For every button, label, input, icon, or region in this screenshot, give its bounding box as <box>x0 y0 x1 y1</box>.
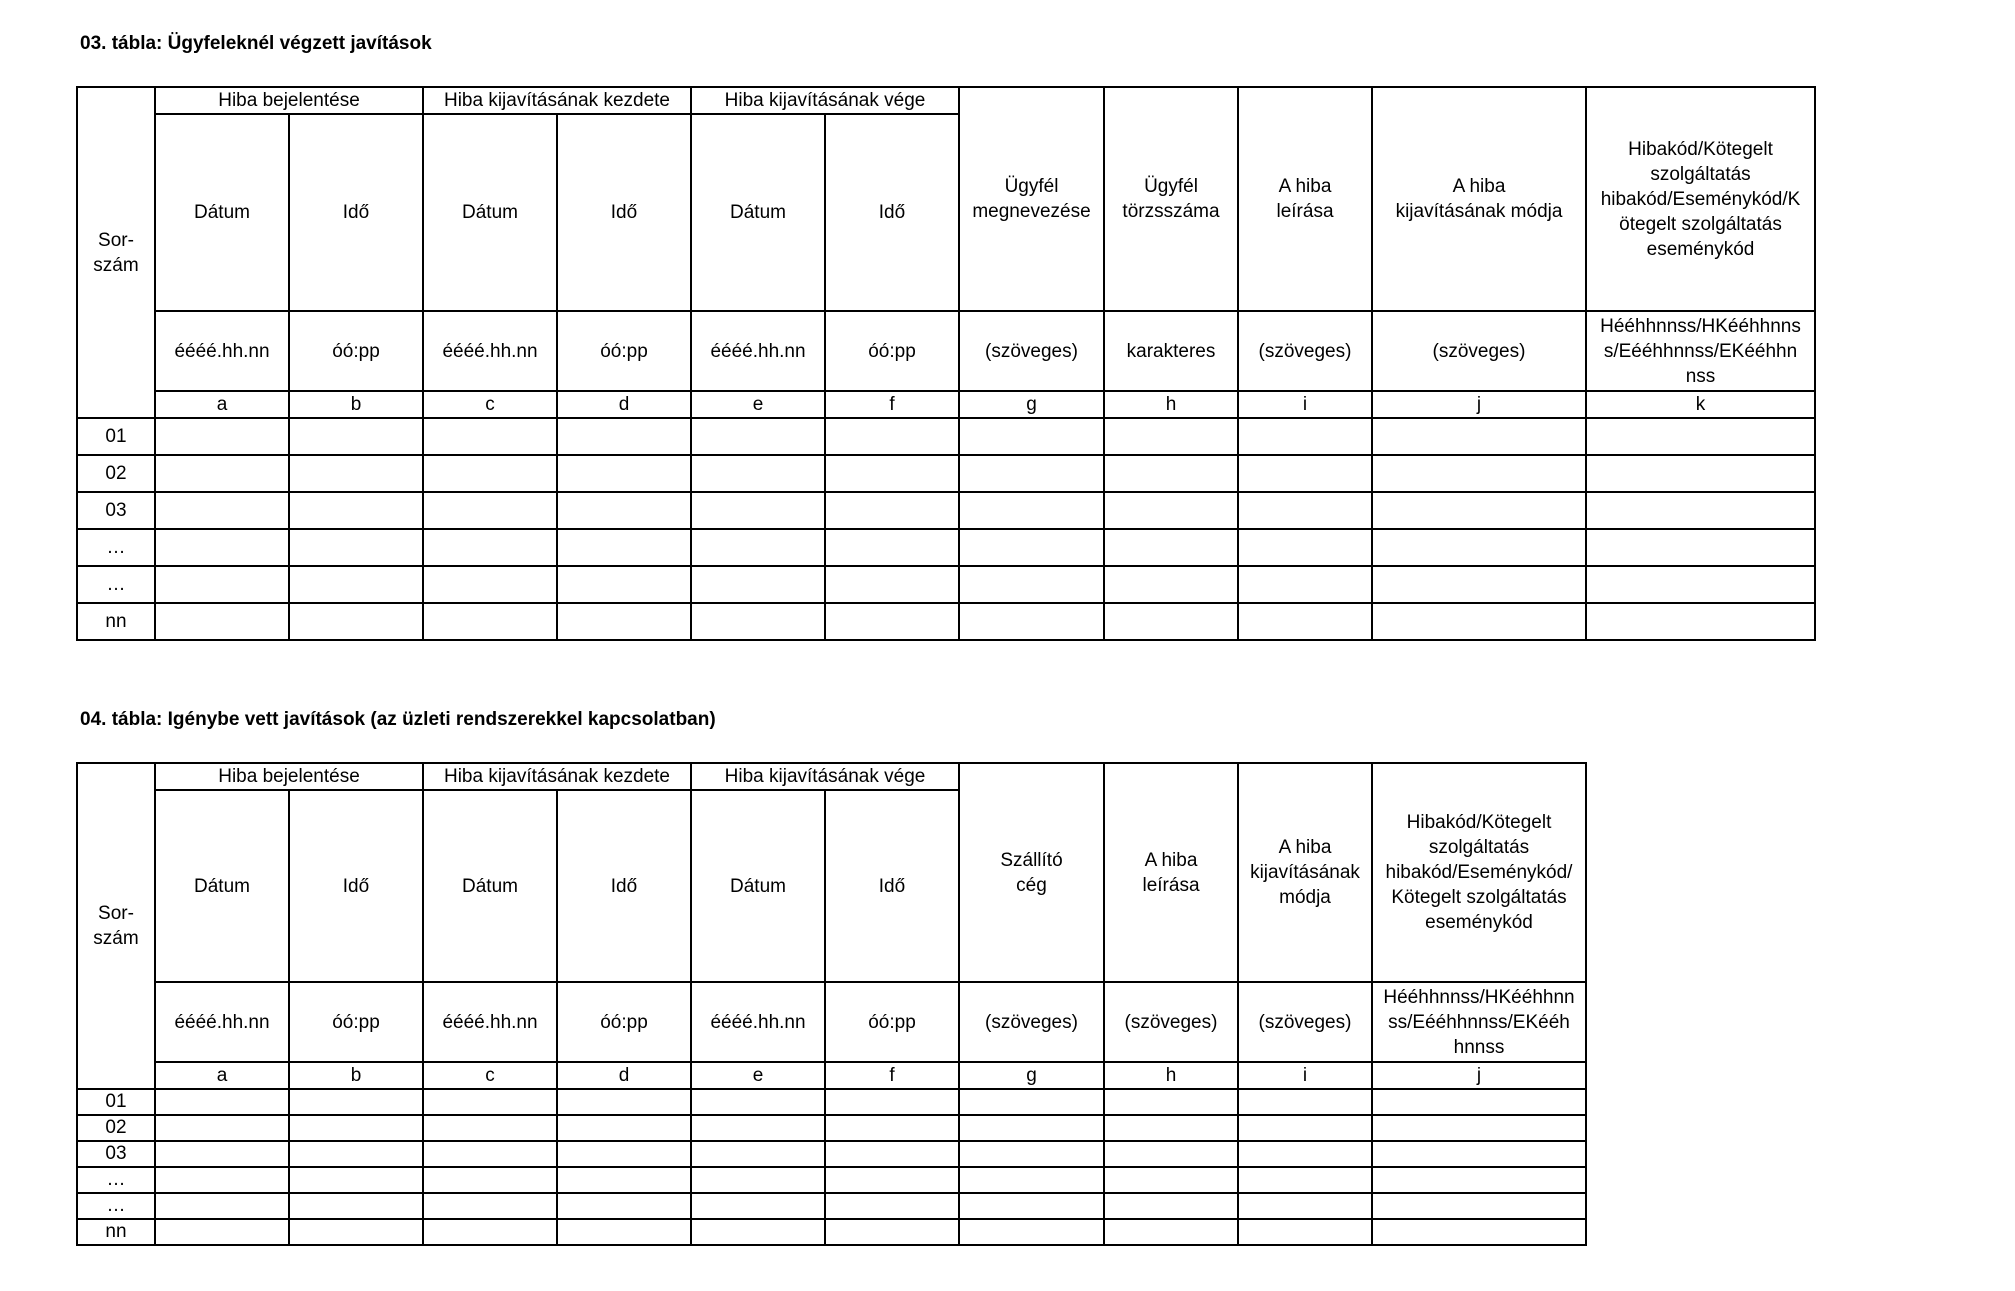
header-line: A hiba <box>1278 176 1332 197</box>
data-cell[interactable] <box>557 1115 691 1141</box>
table-row <box>77 1141 1586 1167</box>
data-cell[interactable] <box>959 529 1104 566</box>
data-cell[interactable] <box>423 418 557 455</box>
column-letter: a <box>155 1062 289 1089</box>
group-header: Hiba kijavításának vége <box>691 87 959 114</box>
data-cell[interactable] <box>1238 1089 1372 1115</box>
column-letter: i <box>1238 1062 1372 1089</box>
group-header-row <box>77 763 1586 790</box>
data-cell[interactable] <box>1238 566 1372 603</box>
format-cell: óó:pp <box>289 311 423 391</box>
data-cell[interactable] <box>1238 1193 1372 1219</box>
group-header: Hiba bejelentése <box>155 763 423 790</box>
data-cell[interactable] <box>1238 418 1372 455</box>
data-cell[interactable] <box>1372 1193 1586 1219</box>
column-header <box>1586 87 1815 311</box>
data-cell[interactable] <box>825 1193 959 1219</box>
header-line: Hééhhnnss/HKééhhnn <box>1383 986 1575 1008</box>
data-cell[interactable] <box>557 1167 691 1193</box>
data-cell[interactable] <box>289 603 423 640</box>
data-cell[interactable] <box>1238 1167 1372 1193</box>
data-cell[interactable] <box>691 1193 825 1219</box>
data-cell[interactable] <box>1238 1115 1372 1141</box>
format-row <box>77 311 1815 391</box>
column-header <box>1104 763 1238 982</box>
header-line: hibakód/Eseménykód/ <box>1385 862 1573 883</box>
column-letter: d <box>557 1062 691 1089</box>
group-header-row <box>77 87 1815 114</box>
data-cell[interactable] <box>691 566 825 603</box>
format-cell: óó:pp <box>557 982 691 1062</box>
data-cell[interactable] <box>155 1167 289 1193</box>
table1-title: 03. tábla: Ügyfeleknél végzett javítások <box>80 33 432 54</box>
data-cell[interactable] <box>1586 603 1815 640</box>
format-cell: (szöveges) <box>1104 982 1238 1062</box>
format-cell: (szöveges) <box>959 311 1104 391</box>
format-cell: óó:pp <box>825 982 959 1062</box>
table-row <box>77 492 1815 529</box>
data-cell[interactable] <box>1372 603 1586 640</box>
header-line: törzsszáma <box>1122 201 1220 222</box>
data-cell[interactable] <box>557 455 691 492</box>
row-number: 01 <box>77 418 155 455</box>
format-cell: éééé.hh.nn <box>155 311 289 391</box>
data-cell[interactable] <box>959 1115 1104 1141</box>
header-line: szolgáltatás <box>1428 837 1530 858</box>
data-cell[interactable] <box>691 1141 825 1167</box>
data-cell[interactable] <box>557 492 691 529</box>
data-cell[interactable] <box>959 455 1104 492</box>
column-header <box>1372 87 1586 311</box>
data-cell[interactable] <box>1104 1167 1238 1193</box>
data-cell[interactable] <box>423 566 557 603</box>
data-cell[interactable] <box>825 603 959 640</box>
header-line: hnnss <box>1453 1036 1505 1058</box>
format-cell: (szöveges) <box>1372 311 1586 391</box>
data-cell[interactable] <box>557 1089 691 1115</box>
data-cell[interactable] <box>1104 1115 1238 1141</box>
table-row <box>77 1167 1586 1193</box>
data-cell[interactable] <box>1586 566 1815 603</box>
data-cell[interactable] <box>1372 1115 1586 1141</box>
data-cell[interactable] <box>959 1167 1104 1193</box>
group-header: Hiba bejelentése <box>155 87 423 114</box>
header-line: ss/Eééhhnnss/EKééh <box>1388 1011 1570 1033</box>
format-cell: éééé.hh.nn <box>155 982 289 1062</box>
header-line: kijavításának módja <box>1395 201 1563 222</box>
row-number: … <box>77 529 155 566</box>
data-cell[interactable] <box>423 603 557 640</box>
data-cell[interactable] <box>289 492 423 529</box>
data-cell[interactable] <box>1586 455 1815 492</box>
column-header: Idő <box>557 790 691 982</box>
data-cell[interactable] <box>423 1141 557 1167</box>
column-letter: j <box>1372 1062 1586 1089</box>
row-number: 03 <box>77 1141 155 1167</box>
data-cell[interactable] <box>289 418 423 455</box>
table-row <box>77 455 1815 492</box>
table-row <box>77 1219 1586 1245</box>
data-cell[interactable] <box>825 1219 959 1245</box>
data-cell[interactable] <box>1238 455 1372 492</box>
data-cell[interactable] <box>1104 566 1238 603</box>
data-cell[interactable] <box>289 529 423 566</box>
column-letter: h <box>1104 1062 1238 1089</box>
format-cell <box>1586 311 1815 391</box>
data-cell[interactable] <box>691 418 825 455</box>
data-cell[interactable] <box>1586 529 1815 566</box>
data-cell[interactable] <box>691 529 825 566</box>
data-cell[interactable] <box>155 1219 289 1245</box>
column-header: Dátum <box>691 114 825 311</box>
header-line: eseménykód <box>1425 912 1533 933</box>
data-cell[interactable] <box>423 1193 557 1219</box>
data-cell[interactable] <box>1238 529 1372 566</box>
data-cell[interactable] <box>423 1115 557 1141</box>
column-header: Idő <box>557 114 691 311</box>
repairs-at-customers-table <box>76 86 1816 641</box>
data-cell[interactable] <box>825 492 959 529</box>
row-number: nn <box>77 1219 155 1245</box>
header-line: Hééhhnnss/HKééhhnns <box>1600 315 1801 337</box>
format-cell: éééé.hh.nn <box>691 982 825 1062</box>
data-cell[interactable] <box>691 1115 825 1141</box>
data-cell[interactable] <box>1104 1089 1238 1115</box>
column-letter: c <box>423 391 557 418</box>
table-row <box>77 529 1815 566</box>
data-cell[interactable] <box>155 603 289 640</box>
data-cell[interactable] <box>155 455 289 492</box>
column-header: Dátum <box>691 790 825 982</box>
column-letter: d <box>557 391 691 418</box>
column-letter: f <box>825 1062 959 1089</box>
data-cell[interactable] <box>1372 455 1586 492</box>
table-row <box>77 603 1815 640</box>
column-letter: f <box>825 391 959 418</box>
data-cell[interactable] <box>825 1167 959 1193</box>
data-cell[interactable] <box>1238 1141 1372 1167</box>
format-cell: óó:pp <box>289 982 423 1062</box>
data-cell[interactable] <box>959 1141 1104 1167</box>
data-cell[interactable] <box>1372 1167 1586 1193</box>
data-cell[interactable] <box>691 455 825 492</box>
data-cell[interactable] <box>1372 529 1586 566</box>
header-line: Ügyfél <box>1144 176 1198 197</box>
data-cell[interactable] <box>289 455 423 492</box>
header-line: ötegelt szolgáltatás <box>1619 213 1782 235</box>
data-cell[interactable] <box>289 1167 423 1193</box>
data-cell[interactable] <box>289 1115 423 1141</box>
header-line: A hiba <box>1278 837 1332 858</box>
data-cell[interactable] <box>289 1193 423 1219</box>
header-line: Kötegelt szolgáltatás <box>1391 887 1567 908</box>
row-number: 02 <box>77 455 155 492</box>
header-line: szolgáltatás <box>1650 163 1751 185</box>
letter-row <box>77 1062 1586 1089</box>
format-cell: karakteres <box>1104 311 1238 391</box>
table-row <box>77 1089 1586 1115</box>
format-cell: éééé.hh.nn <box>691 311 825 391</box>
data-cell[interactable] <box>825 455 959 492</box>
header-line: eseménykód <box>1646 238 1755 260</box>
format-cell <box>1372 982 1586 1062</box>
data-cell[interactable] <box>1104 418 1238 455</box>
data-cell[interactable] <box>557 418 691 455</box>
data-cell[interactable] <box>691 1167 825 1193</box>
data-cell[interactable] <box>1104 1141 1238 1167</box>
table-row <box>77 566 1815 603</box>
data-cell[interactable] <box>1104 529 1238 566</box>
data-cell[interactable] <box>1238 603 1372 640</box>
sorszam-header <box>77 87 155 418</box>
data-cell[interactable] <box>825 1089 959 1115</box>
column-header: Dátum <box>155 114 289 311</box>
header-line: Sor- <box>98 229 134 251</box>
header-line: A hiba <box>1144 849 1198 871</box>
column-letter: h <box>1104 391 1238 418</box>
column-letter: j <box>1372 391 1586 418</box>
group-header: Hiba kijavításának vége <box>691 763 959 790</box>
header-line: Hibakód/Kötegelt <box>1628 138 1773 160</box>
data-cell[interactable] <box>557 1141 691 1167</box>
table-row <box>77 1115 1586 1141</box>
data-cell[interactable] <box>557 603 691 640</box>
header-line: cég <box>1016 874 1047 896</box>
letter-row <box>77 391 1815 418</box>
column-letter: c <box>423 1062 557 1089</box>
header-line: Ügyfél <box>1004 176 1059 197</box>
data-cell[interactable] <box>1586 418 1815 455</box>
row-number: nn <box>77 603 155 640</box>
column-letter: a <box>155 391 289 418</box>
data-cell[interactable] <box>959 418 1104 455</box>
data-cell[interactable] <box>1238 492 1372 529</box>
data-cell[interactable] <box>1372 1089 1586 1115</box>
row-number: … <box>77 566 155 603</box>
format-cell: (szöveges) <box>1238 311 1372 391</box>
data-cell[interactable] <box>1104 603 1238 640</box>
data-cell[interactable] <box>1104 455 1238 492</box>
row-number: 03 <box>77 492 155 529</box>
column-letter: g <box>959 391 1104 418</box>
data-cell[interactable] <box>155 566 289 603</box>
format-row <box>77 982 1586 1062</box>
column-header <box>1238 763 1372 982</box>
column-letter: b <box>289 1062 423 1089</box>
column-header <box>959 87 1104 311</box>
data-cell[interactable] <box>423 1219 557 1245</box>
data-cell[interactable] <box>289 566 423 603</box>
header-line: megnevezése <box>972 201 1091 222</box>
header-line: szám <box>93 928 139 949</box>
table-row <box>77 418 1815 455</box>
data-cell[interactable] <box>557 566 691 603</box>
table-row <box>77 1193 1586 1219</box>
column-header: Idő <box>289 790 423 982</box>
data-cell[interactable] <box>557 1219 691 1245</box>
format-cell: óó:pp <box>825 311 959 391</box>
data-cell[interactable] <box>155 1089 289 1115</box>
column-letter: e <box>691 391 825 418</box>
used-repairs-table <box>76 762 1587 1246</box>
column-header: Dátum <box>423 790 557 982</box>
column-letter: i <box>1238 391 1372 418</box>
format-cell: (szöveges) <box>959 982 1104 1062</box>
header-line: Sor- <box>98 903 134 924</box>
data-cell[interactable] <box>959 566 1104 603</box>
header-line: s/Eééhhnnss/EKééhhn <box>1603 340 1798 362</box>
data-cell[interactable] <box>825 566 959 603</box>
data-cell[interactable] <box>1372 418 1586 455</box>
header-line: szám <box>93 254 139 276</box>
data-cell[interactable] <box>155 1193 289 1219</box>
header-line: nss <box>1685 365 1716 387</box>
row-number: 01 <box>77 1089 155 1115</box>
column-header: Idő <box>825 114 959 311</box>
data-cell[interactable] <box>959 492 1104 529</box>
data-cell[interactable] <box>825 1141 959 1167</box>
header-line: kijavításának <box>1250 862 1360 883</box>
format-cell: óó:pp <box>557 311 691 391</box>
column-header <box>1238 87 1372 311</box>
data-cell[interactable] <box>155 492 289 529</box>
data-cell[interactable] <box>825 1115 959 1141</box>
column-header <box>1104 87 1238 311</box>
data-cell[interactable] <box>1586 492 1815 529</box>
data-cell[interactable] <box>691 603 825 640</box>
data-cell[interactable] <box>1372 566 1586 603</box>
column-letter: b <box>289 391 423 418</box>
data-cell[interactable] <box>557 1193 691 1219</box>
data-cell[interactable] <box>1104 1193 1238 1219</box>
data-cell[interactable] <box>691 492 825 529</box>
data-cell[interactable] <box>1372 1219 1586 1245</box>
column-header: Idő <box>825 790 959 982</box>
data-cell[interactable] <box>691 1089 825 1115</box>
data-cell[interactable] <box>959 1219 1104 1245</box>
format-cell: éééé.hh.nn <box>423 982 557 1062</box>
data-cell[interactable] <box>155 1141 289 1167</box>
column-header: Idő <box>289 114 423 311</box>
data-cell[interactable] <box>289 1219 423 1245</box>
header-line: Hibakód/Kötegelt <box>1406 812 1552 833</box>
row-number: 02 <box>77 1115 155 1141</box>
data-cell[interactable] <box>959 1193 1104 1219</box>
format-cell: (szöveges) <box>1238 982 1372 1062</box>
data-cell[interactable] <box>1104 492 1238 529</box>
row-number: … <box>77 1193 155 1219</box>
data-cell[interactable] <box>423 529 557 566</box>
data-cell[interactable] <box>289 1089 423 1115</box>
data-cell[interactable] <box>155 418 289 455</box>
data-cell[interactable] <box>423 455 557 492</box>
data-cell[interactable] <box>825 418 959 455</box>
header-line: Szállító <box>1000 849 1063 871</box>
data-cell[interactable] <box>423 492 557 529</box>
column-header <box>1372 763 1586 982</box>
group-header: Hiba kijavításának kezdete <box>423 763 691 790</box>
group-header: Hiba kijavításának kezdete <box>423 87 691 114</box>
header-line: leírása <box>1142 874 1200 896</box>
column-letter: e <box>691 1062 825 1089</box>
data-cell[interactable] <box>1238 1219 1372 1245</box>
data-cell[interactable] <box>423 1089 557 1115</box>
data-cell[interactable] <box>959 603 1104 640</box>
header-line: módja <box>1279 887 1331 908</box>
format-cell: éééé.hh.nn <box>423 311 557 391</box>
header-line: A hiba <box>1452 176 1506 197</box>
column-header: Dátum <box>423 114 557 311</box>
data-cell[interactable] <box>155 1115 289 1141</box>
column-letter: k <box>1586 391 1815 418</box>
data-cell[interactable] <box>1372 492 1586 529</box>
header-line: hibakód/Eseménykód/K <box>1600 188 1801 210</box>
table2-title: 04. tábla: Igénybe vett javítások (az üzleti rendszerekkel kapcsolatban) <box>80 709 716 730</box>
column-header <box>959 763 1104 982</box>
data-cell[interactable] <box>557 529 691 566</box>
header-line: leírása <box>1276 201 1334 222</box>
row-number: … <box>77 1167 155 1193</box>
sorszam-header <box>77 763 155 1089</box>
column-header: Dátum <box>155 790 289 982</box>
column-letter: g <box>959 1062 1104 1089</box>
data-cell[interactable] <box>423 1167 557 1193</box>
data-cell[interactable] <box>959 1089 1104 1115</box>
data-cell[interactable] <box>1104 1219 1238 1245</box>
data-cell[interactable] <box>155 529 289 566</box>
data-cell[interactable] <box>1372 1141 1586 1167</box>
data-cell[interactable] <box>691 1219 825 1245</box>
data-cell[interactable] <box>289 1141 423 1167</box>
data-cell[interactable] <box>825 529 959 566</box>
